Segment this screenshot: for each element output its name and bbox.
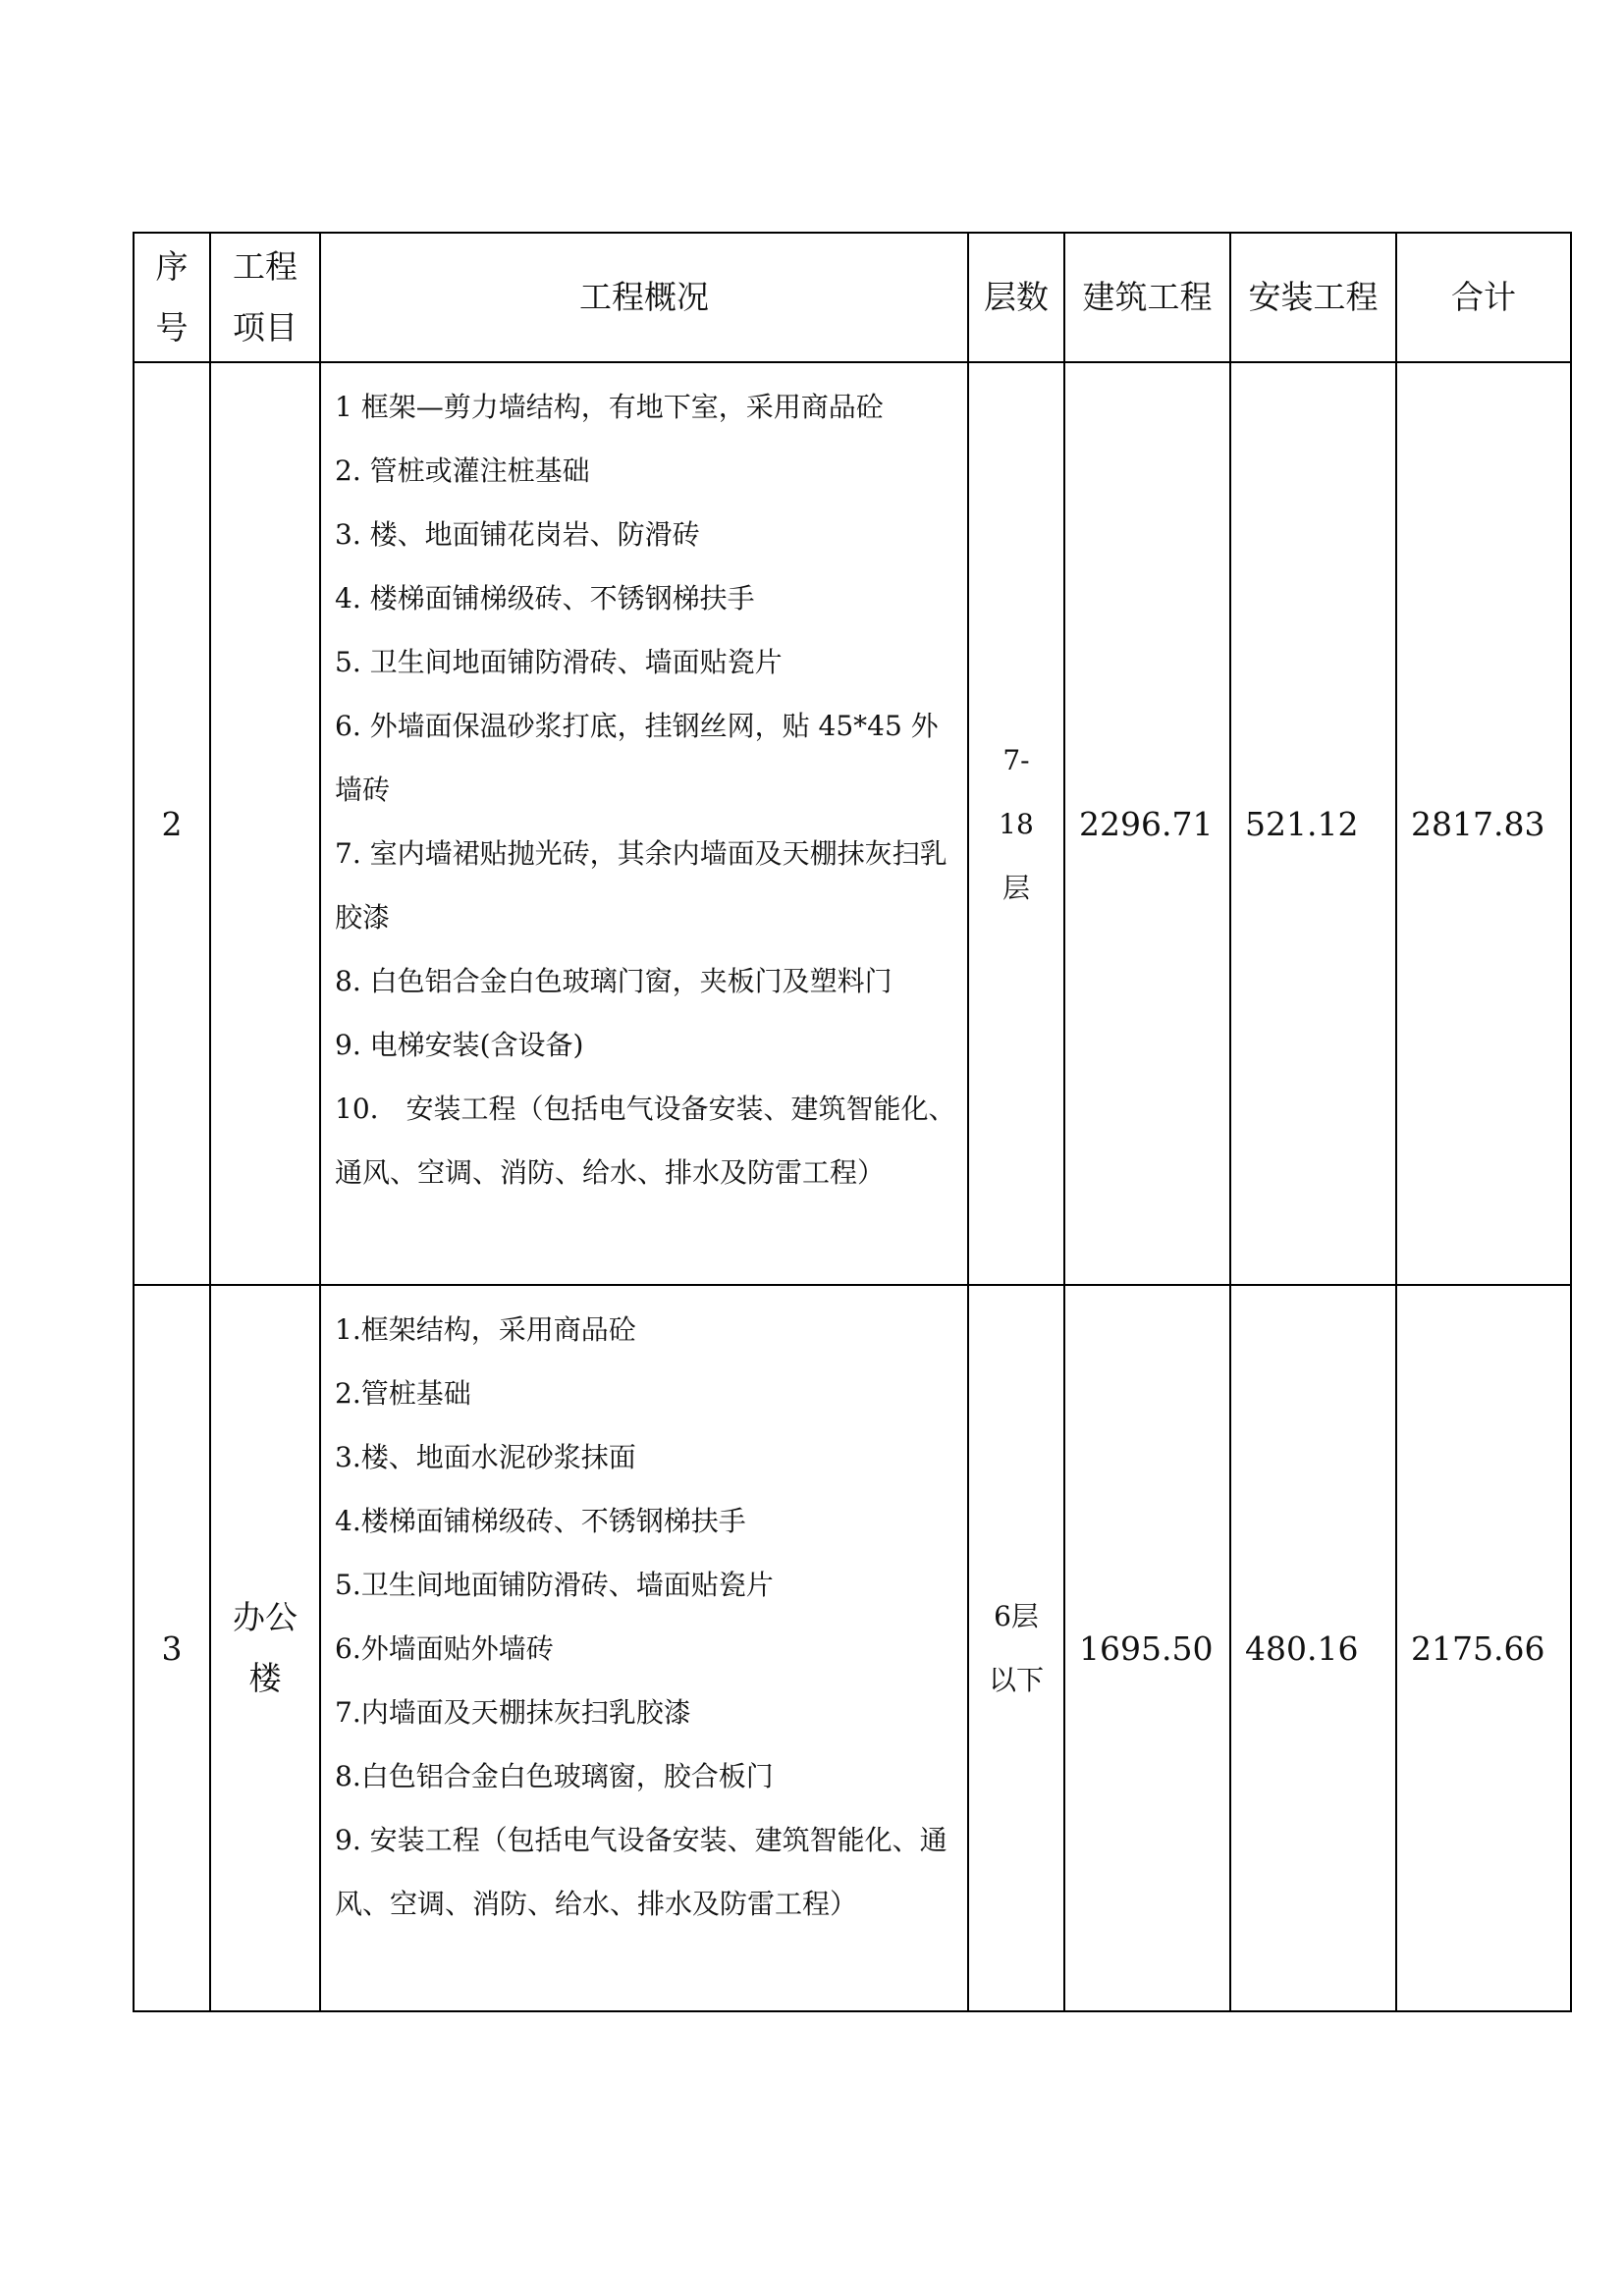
row-overview (320, 362, 968, 1285)
overview-line: 7.内墙面及天棚抹灰扫乳胶漆 (335, 1696, 691, 1729)
overview-line: 8. 白色铝合金白色玻璃门窗，夹板门及塑料门 (335, 965, 893, 997)
row-floors: 7-18层 (968, 362, 1064, 1285)
row-total: 2175.66 (1396, 1285, 1571, 2011)
header-floors: 层数 (968, 233, 1064, 362)
overview-line: 2. 管桩或灌注桩基础 (335, 454, 590, 487)
header-construction: 建筑工程 (1064, 233, 1230, 362)
overview-line: 2.管桩基础 (335, 1377, 471, 1410)
overview-line: 9. 电梯安装(含设备) (335, 1029, 584, 1061)
header-seq: 序号 (134, 233, 210, 362)
row-project: 办公楼 (210, 1285, 320, 2011)
overview-line: 8.白色铝合金白色玻璃窗，胶合板门 (335, 1760, 774, 1792)
overview-line: 6. 外墙面保温砂浆打底，挂钢丝网，贴 45*45 外墙砖 (335, 710, 939, 806)
project-cost-table (133, 232, 1572, 2012)
header-installation: 安装工程 (1230, 233, 1396, 362)
overview-line: 10. 安装工程（包括电气设备安装、建筑智能化、通风、空调、消防、给水、排水及防雷工程） (335, 1093, 956, 1189)
header-overview: 工程概况 (320, 233, 968, 362)
overview-line: 9. 安装工程（包括电气设备安装、建筑智能化、通风、空调、消防、给水、排水及防雷工程） (335, 1824, 947, 1920)
row-project (210, 362, 320, 1285)
row-overview (320, 1285, 968, 2011)
overview-line: 1 框架—剪力墙结构，有地下室，采用商品砼 (335, 391, 884, 423)
table-row (134, 362, 1571, 1285)
overview-line: 5.卫生间地面铺防滑砖、墙面贴瓷片 (335, 1569, 774, 1601)
overview-line: 6.外墙面贴外墙砖 (335, 1632, 554, 1665)
header-total: 合计 (1396, 233, 1571, 362)
overview-line: 5. 卫生间地面铺防滑砖、墙面贴瓷片 (335, 646, 783, 678)
row-seq: 2 (134, 362, 210, 1285)
row-installation: 521.12 (1230, 362, 1396, 1285)
table-row (134, 1285, 1571, 2011)
row-total: 2817.83 (1396, 362, 1571, 1285)
overview-line: 3.楼、地面水泥砂浆抹面 (335, 1441, 636, 1473)
table-header-row (134, 233, 1571, 362)
row-construction: 2296.71 (1064, 362, 1230, 1285)
row-construction: 1695.50 (1064, 1285, 1230, 2011)
overview-line: 7. 室内墙裙贴抛光砖，其余内墙面及天棚抹灰扫乳胶漆 (335, 837, 947, 934)
row-seq: 3 (134, 1285, 210, 2011)
overview-line: 4.楼梯面铺梯级砖、不锈钢梯扶手 (335, 1505, 746, 1537)
overview-line: 3. 楼、地面铺花岗岩、防滑砖 (335, 518, 700, 551)
overview-line: 1.框架结构，采用商品砼 (335, 1313, 636, 1346)
row-floors: 6层以下 (968, 1285, 1064, 2011)
overview-line: 4. 楼梯面铺梯级砖、不锈钢梯扶手 (335, 582, 755, 614)
header-project: 工程项目 (210, 233, 320, 362)
row-installation: 480.16 (1230, 1285, 1396, 2011)
